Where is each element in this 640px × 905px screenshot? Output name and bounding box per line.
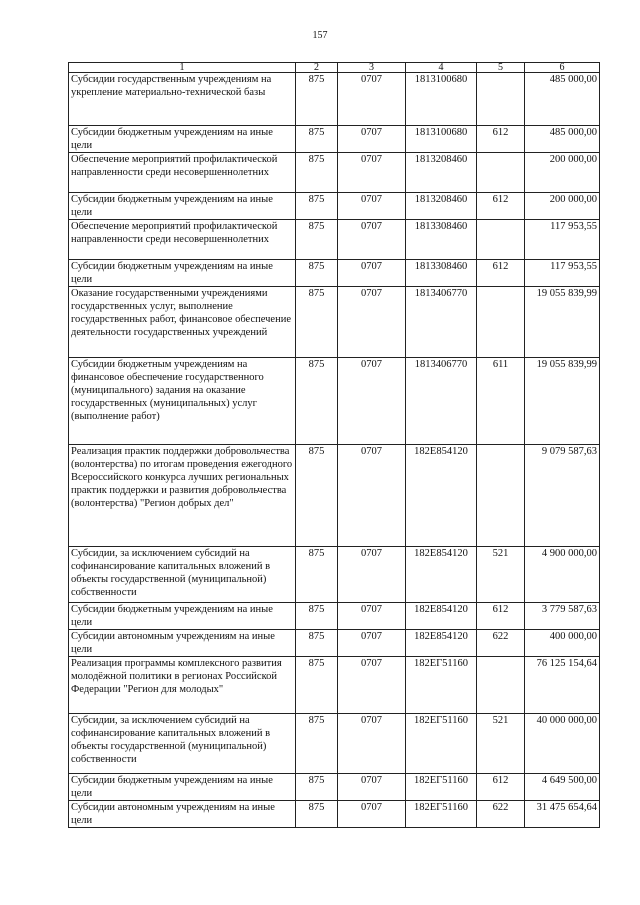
table-row (69, 714, 600, 774)
cell-col6: 485 000,00 (525, 73, 600, 126)
cell-name: Обеспечение мероприятий профилактической направленности среди несовершеннолетних (69, 153, 296, 193)
cell-col4: 1813308460 (406, 220, 477, 260)
cell-col4: 182E854120 (406, 445, 477, 547)
cell-col5 (477, 73, 525, 126)
budget-table (68, 62, 600, 828)
header-row (69, 63, 600, 73)
cell-col5 (477, 445, 525, 547)
cell-col5 (477, 220, 525, 260)
cell-col2: 875 (296, 657, 338, 714)
cell-col3: 0707 (338, 657, 406, 714)
cell-col3: 0707 (338, 153, 406, 193)
cell-col5: 612 (477, 260, 525, 287)
cell-name: Реализация программы комплексного развития молодёжной политики в регионах Российской Федерации "Регион для молодых" (69, 657, 296, 714)
cell-col6: 4 649 500,00 (525, 774, 600, 801)
cell-col5: 521 (477, 547, 525, 603)
cell-col5: 612 (477, 774, 525, 801)
cell-col4: 182E854120 (406, 630, 477, 657)
cell-col2: 875 (296, 260, 338, 287)
cell-name: Субсидии государственным учреждениям на укрепление материально-технической базы (69, 73, 296, 126)
cell-col3: 0707 (338, 287, 406, 358)
cell-name: Оказание государственными учреждениями государственных услуг, выполнение государственных работ, финансовое обеспечение деятельности государственных учреждений (69, 287, 296, 358)
table-row (69, 801, 600, 828)
cell-col3: 0707 (338, 358, 406, 445)
cell-col6: 400 000,00 (525, 630, 600, 657)
cell-col3: 0707 (338, 630, 406, 657)
header-cell: 3 (338, 63, 406, 73)
cell-name: Субсидии бюджетным учреждениям на иные цели (69, 774, 296, 801)
cell-name: Субсидии бюджетным учреждениям на финансовое обеспечение государственного (муниципального) задания на оказание государственных (муниципальных) услуг (выполнение работ) (69, 358, 296, 445)
table-row (69, 774, 600, 801)
cell-col4: 182E854120 (406, 603, 477, 630)
cell-col2: 875 (296, 445, 338, 547)
table-row (69, 73, 600, 126)
cell-col2: 875 (296, 358, 338, 445)
cell-col2: 875 (296, 287, 338, 358)
table-row (69, 603, 600, 630)
cell-col6: 117 953,55 (525, 260, 600, 287)
table-row (69, 287, 600, 358)
table-row (69, 657, 600, 714)
cell-name: Субсидии бюджетным учреждениям на иные цели (69, 193, 296, 220)
cell-col2: 875 (296, 220, 338, 260)
header-cell: 5 (477, 63, 525, 73)
cell-col5: 622 (477, 630, 525, 657)
cell-col6: 19 055 839,99 (525, 358, 600, 445)
cell-col4: 182ЕГ51160 (406, 714, 477, 774)
table-row (69, 445, 600, 547)
table-row (69, 153, 600, 193)
cell-col3: 0707 (338, 126, 406, 153)
cell-col4: 182ЕГ51160 (406, 657, 477, 714)
cell-col5 (477, 153, 525, 193)
cell-name: Субсидии бюджетным учреждениям на иные цели (69, 260, 296, 287)
cell-col4: 182ЕГ51160 (406, 801, 477, 828)
cell-col2: 875 (296, 603, 338, 630)
table-row (69, 193, 600, 220)
cell-col2: 875 (296, 547, 338, 603)
cell-col6: 4 900 000,00 (525, 547, 600, 603)
cell-col2: 875 (296, 630, 338, 657)
table-row (69, 547, 600, 603)
cell-col6: 3 779 587,63 (525, 603, 600, 630)
cell-col4: 1813208460 (406, 193, 477, 220)
cell-col3: 0707 (338, 547, 406, 603)
cell-col6: 200 000,00 (525, 153, 600, 193)
header-cell: 4 (406, 63, 477, 73)
cell-col4: 182E854120 (406, 547, 477, 603)
cell-name: Субсидии автономным учреждениям на иные цели (69, 801, 296, 828)
cell-col3: 0707 (338, 445, 406, 547)
cell-col6: 31 475 654,64 (525, 801, 600, 828)
cell-name: Обеспечение мероприятий профилактической направленности среди несовершеннолетних (69, 220, 296, 260)
cell-col6: 117 953,55 (525, 220, 600, 260)
cell-col3: 0707 (338, 260, 406, 287)
cell-name: Субсидии, за исключением субсидий на софинансирование капитальных вложений в объекты государственной (муниципальной) собственности (69, 714, 296, 774)
cell-col2: 875 (296, 714, 338, 774)
table-row (69, 358, 600, 445)
table-row (69, 220, 600, 260)
cell-col6: 200 000,00 (525, 193, 600, 220)
cell-name: Субсидии бюджетным учреждениям на иные цели (69, 603, 296, 630)
table-row (69, 126, 600, 153)
cell-col5: 611 (477, 358, 525, 445)
cell-col5 (477, 657, 525, 714)
cell-col5: 612 (477, 193, 525, 220)
cell-col4: 182ЕГ51160 (406, 774, 477, 801)
cell-col5: 521 (477, 714, 525, 774)
cell-col3: 0707 (338, 193, 406, 220)
cell-col3: 0707 (338, 603, 406, 630)
header-cell: 1 (69, 63, 296, 73)
cell-col2: 875 (296, 153, 338, 193)
cell-col5 (477, 287, 525, 358)
table-row (69, 260, 600, 287)
cell-col6: 40 000 000,00 (525, 714, 600, 774)
cell-col2: 875 (296, 774, 338, 801)
cell-col5: 612 (477, 126, 525, 153)
cell-col2: 875 (296, 801, 338, 828)
cell-col3: 0707 (338, 73, 406, 126)
cell-col2: 875 (296, 73, 338, 126)
cell-col6: 19 055 839,99 (525, 287, 600, 358)
cell-col2: 875 (296, 193, 338, 220)
cell-col3: 0707 (338, 220, 406, 260)
cell-name: Субсидии, за исключением субсидий на софинансирование капитальных вложений в объекты государственной (муниципальной) собственности (69, 547, 296, 603)
cell-col3: 0707 (338, 774, 406, 801)
cell-name: Субсидии бюджетным учреждениям на иные цели (69, 126, 296, 153)
cell-col4: 1813406770 (406, 358, 477, 445)
cell-col3: 0707 (338, 801, 406, 828)
cell-col4: 1813406770 (406, 287, 477, 358)
page-number: 157 (312, 30, 328, 41)
table-row (69, 630, 600, 657)
cell-col6: 76 125 154,64 (525, 657, 600, 714)
cell-col5: 622 (477, 801, 525, 828)
cell-col4: 1813100680 (406, 73, 477, 126)
cell-col4: 1813308460 (406, 260, 477, 287)
cell-col4: 1813100680 (406, 126, 477, 153)
cell-col2: 875 (296, 126, 338, 153)
cell-col6: 485 000,00 (525, 126, 600, 153)
header-cell: 2 (296, 63, 338, 73)
cell-col6: 9 079 587,63 (525, 445, 600, 547)
cell-col4: 1813208460 (406, 153, 477, 193)
cell-col3: 0707 (338, 714, 406, 774)
header-cell: 6 (525, 63, 600, 73)
cell-name: Реализация практик поддержки добровольчества (волонтерства) по итогам проведения ежегодного Всероссийского конкурса лучших региональных практик поддержки и развития добровольчества (волонтерства) "Регион добрых дел" (69, 445, 296, 547)
cell-col5: 612 (477, 603, 525, 630)
cell-name: Субсидии автономным учреждениям на иные цели (69, 630, 296, 657)
